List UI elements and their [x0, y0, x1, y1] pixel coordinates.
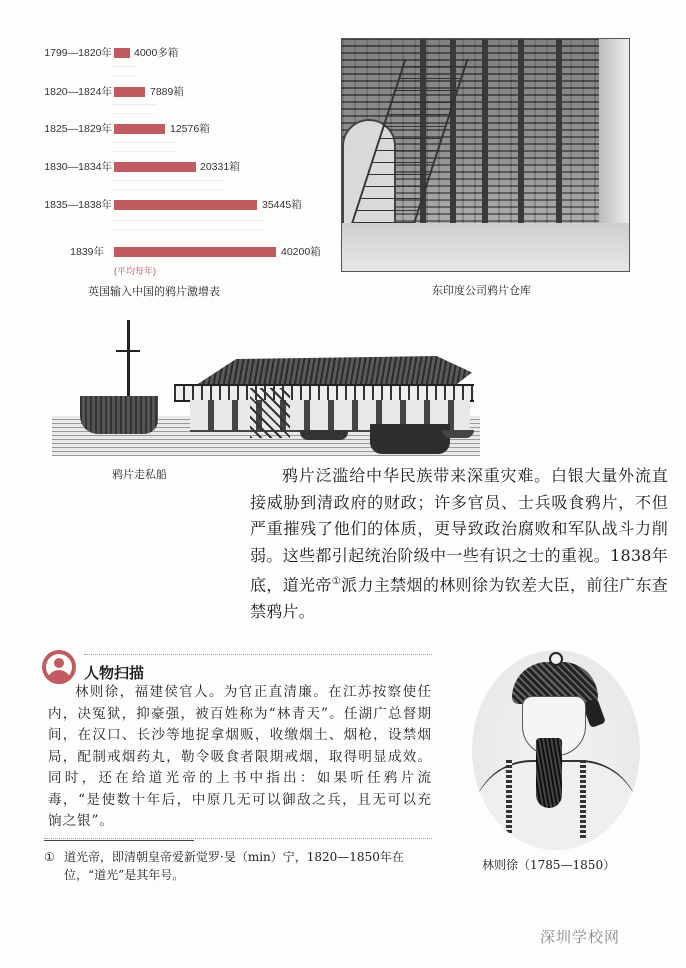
chart-bar — [114, 48, 130, 58]
chart-row-value: 40200箱 — [281, 246, 321, 258]
chart-row-value: 35445箱 — [262, 199, 302, 211]
small-boat — [300, 430, 348, 440]
ship-caption: 鸦片走私船 — [112, 468, 167, 481]
profile-title: 人物扫描 — [84, 664, 145, 682]
opium-import-chart — [0, 0, 330, 300]
footnote-marker: ① — [44, 850, 55, 864]
chart-bar — [114, 200, 257, 210]
portrait-beads — [580, 758, 586, 838]
warehouse-floor — [342, 223, 629, 271]
storehouse-hull — [370, 424, 450, 454]
ship-mast — [127, 320, 130, 400]
warehouse-caption: 东印度公司鸦片仓库 — [432, 284, 531, 297]
portrait-hat-knob — [549, 652, 563, 666]
chart-bar — [114, 162, 196, 172]
divider — [44, 838, 432, 839]
footnote-line: 位，“道光”是其年号。 — [64, 868, 185, 882]
footnote — [44, 848, 440, 884]
chart-row — [0, 160, 330, 180]
footnote-reference[interactable]: ① — [331, 576, 342, 587]
chart-row-label: 1839年 — [70, 246, 104, 258]
chart-row-value: 12576箱 — [170, 123, 210, 135]
chart-guide-lines — [114, 142, 178, 152]
warehouse-skylight — [599, 39, 629, 229]
portrait-beads — [506, 758, 512, 838]
chart-row-label: 1830—1834年 — [44, 161, 112, 173]
chart-row-value: 4000多箱 — [134, 47, 179, 59]
warehouse-pillar — [482, 39, 488, 231]
chart-note: (平均每年) — [114, 266, 156, 276]
chart-guide-lines — [114, 180, 224, 190]
chart-caption: 英国输入中国的鸦片激增表 — [88, 285, 220, 298]
watermark: 深圳学校网 — [540, 928, 621, 946]
chart-guide-lines — [114, 104, 156, 114]
chart-bar — [114, 87, 145, 97]
chart-bar — [114, 124, 165, 134]
chart-row — [0, 46, 330, 66]
skiff — [442, 430, 474, 438]
chart-row-value: 7889箱 — [150, 86, 184, 98]
portrait-caption: 林则徐（1785—1850） — [482, 858, 616, 872]
warehouse-illustration — [341, 38, 630, 272]
chart-guide-lines — [114, 220, 264, 230]
ship-yard — [116, 350, 140, 352]
footnote-rule — [44, 840, 194, 841]
chart-row — [0, 245, 330, 265]
smuggling-ship-illustration — [52, 318, 480, 456]
chart-guide-lines — [114, 66, 138, 76]
chart-row-label: 1799—1820年 — [44, 47, 112, 59]
chart-row-label: 1835—1838年 — [44, 199, 112, 211]
chart-bar — [114, 247, 276, 257]
portrait-beard — [536, 738, 562, 808]
ship-hull — [80, 396, 158, 434]
chart-row — [0, 198, 330, 218]
person-icon — [42, 650, 76, 684]
divider — [84, 654, 432, 655]
chart-row — [0, 122, 330, 142]
storehouse-stairs — [250, 388, 290, 438]
profile-text — [48, 682, 432, 833]
paragraph-text: 鸦片泛滥给中华民族带来深重灾难。白银大量外流直接威胁到清政府的财政；许多官员、士兵吸食鸦片，不但严重摧残了他们的体质，更导致政治腐败和军队战斗力削弱。这些都引起统治阶级中一些有识之士的重视。1838年底，道光帝 — [250, 466, 668, 595]
lin-zexu-portrait — [472, 650, 640, 850]
warehouse-pillar — [518, 39, 524, 231]
storehouse-roof — [177, 356, 472, 386]
footnote-line: 道光帝，即清朝皇帝爱新觉罗·旻（min）宁，1820—1850年在 — [64, 850, 404, 864]
chart-row-label: 1825—1829年 — [44, 123, 112, 135]
chart-row-label: 1820—1824年 — [44, 86, 112, 98]
person-icon-head — [54, 658, 64, 668]
profile-paragraph: 林则徐，福建侯官人。为官正直清廉。在江苏按察使任内，决冤狱，抑豪强，被百姓称为“林青天”。任湖广总督期间，在汉口、长沙等地捉拿烟贩，收缴烟土、烟枪，设禁烟局，配制戒烟药丸，勒令吸食者限期戒烟，取得明显成效。同时，还在给道光帝的上书中指出：如果听任鸦片流毒，“是使数十年后，中原几无可以御敌之兵，且无可以充饷之银”。 — [48, 684, 432, 829]
chart-row-value: 20331箱 — [200, 161, 240, 173]
chart-row — [0, 85, 330, 105]
main-paragraph — [250, 463, 668, 625]
warehouse-pillar — [556, 39, 562, 231]
paragraph-text: 派力主禁烟的林则徐为钦差大臣，前往广东查禁鸦片。 — [250, 575, 668, 621]
